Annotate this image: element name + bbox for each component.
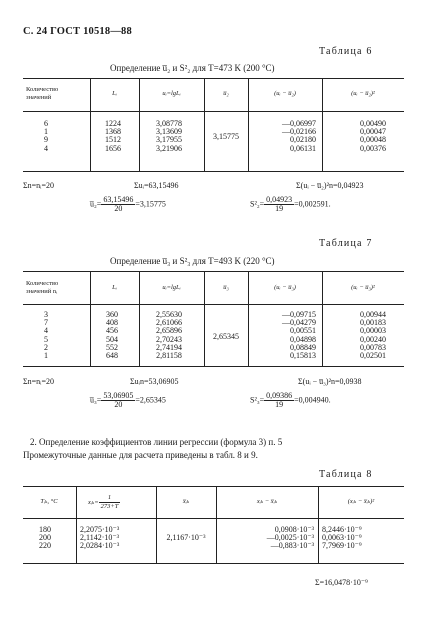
table7-sum-n: Σn=nᵢ=20: [23, 377, 54, 386]
table8-top-rule: [23, 486, 404, 487]
table6-L-values: 1224 1368 1512 1656: [105, 119, 121, 153]
table7-label: Таблица 7: [319, 238, 373, 249]
table8-mean-value: 2,1167·10⁻³: [166, 533, 206, 542]
table6-mean-rhs: =3,15775: [135, 199, 166, 209]
table7-s-lhs: S²₃=: [250, 395, 265, 405]
table6-sum-diff2: Σ(uᵢ − u̅₂)²n=0,04923: [296, 181, 364, 190]
table7-n-values: 3 7 4 5 2 1: [44, 310, 48, 361]
table7-caption: Определение u̅₃ и S²₃ для T=493 K (220 °C): [110, 256, 275, 266]
table6-sum-u: Σuᵢ=63,15496: [134, 181, 179, 190]
table7-col-diff2: (uᵢ − u̅₃)²: [351, 284, 375, 291]
table6-bottom-rule: [23, 171, 404, 172]
table7-mean-formula: [90, 392, 166, 409]
table7-u-values: 2,55630 2,61066 2,65896 2,70243 2,74194 2,81158: [156, 310, 182, 361]
table7-col-count: Количество значений nᵢ: [26, 280, 59, 295]
table8-label: Таблица 8: [319, 469, 373, 480]
table6-diff-values: —0,06997 —0,02166 0,02180 0,06131: [282, 119, 316, 153]
table8-bottom-rule: [23, 563, 404, 564]
table8-col-x-num: 1: [99, 494, 121, 503]
table6-s-rhs: =0,002591.: [294, 199, 331, 209]
table6-s-lhs: S²₂=: [250, 199, 265, 209]
table6-s-num: 0,04923: [266, 195, 293, 204]
table6-col-diff2: (uᵢ − u̅₂)²: [351, 90, 375, 97]
table6-col-mean: u̅₂: [223, 90, 229, 97]
table8-header-rule: [23, 518, 404, 519]
table7-sum-u: Σuᵢn=53,06905: [130, 377, 179, 386]
table6-diff2-values: 0,00490 0,00047 0,00048 0,00376: [360, 119, 386, 153]
table7-col-L: Lᵢ: [112, 284, 117, 291]
table6-col-count: Количество значений: [26, 86, 59, 101]
table7-mean-lhs: u̅₃=: [90, 395, 102, 405]
table6-header-rule: [23, 111, 404, 112]
table8-col-T: Tᵢₖ, °C: [40, 498, 58, 505]
table8-diff2-values: 8,2446·10⁻⁹ 0,0063·10⁻⁹ 7,7969·10⁻⁹: [322, 525, 362, 551]
table8-diff-values: 0,0908·10⁻³ —0,0025·10⁻³ —0,883·10⁻³: [266, 525, 314, 551]
table6-variance-formula: [250, 196, 331, 213]
table6-col-L: Lᵢ: [112, 90, 117, 97]
table8-col-x-lhs: xᵢₖ=: [88, 498, 99, 506]
table6-mean-formula: [90, 196, 166, 213]
table6-mean-den: 20: [114, 204, 123, 214]
table6-s-den: 19: [275, 204, 284, 214]
table7-variance-formula: [250, 392, 331, 409]
table8-col-x: [88, 494, 120, 511]
page-header: С. 24 ГОСТ 10518—88: [23, 26, 132, 37]
table7-mean-num: 53,06905: [103, 391, 134, 400]
table6-caption: Определение u̅₂ и S²₂ для T=473 K (200 °C): [110, 63, 275, 73]
table7-mean-rhs: =2,65345: [135, 395, 166, 405]
table6-sum-n: Σn=nᵢ=20: [23, 181, 54, 190]
table7-s-den: 19: [275, 400, 284, 410]
table6-col-diff: (uᵢ − u̅₂): [274, 90, 296, 97]
table6-mean-value: 3,15775: [213, 132, 239, 141]
table7-bottom-rule: [23, 366, 404, 367]
table7-col-diff: (uᵢ − u̅₃): [274, 284, 296, 291]
table6-n-values: 6 1 9 4: [44, 119, 48, 153]
table8-x-values: 2,2075·10⁻³ 2,1142·10⁻³ 2,0284·10⁻³: [80, 525, 120, 551]
table8-col-diff: xᵢₖ − x̅ᵢₖ: [256, 498, 278, 505]
table6-top-rule: [23, 78, 404, 79]
table8-sum: Σ=16,0478·10⁻⁹: [315, 578, 368, 587]
table7-mean-den: 20: [114, 400, 123, 410]
table8-col-x-den: 273+T: [100, 503, 119, 510]
table8-col-diff2: (xᵢₖ − x̅ᵢₖ)²: [347, 498, 375, 505]
table7-col-mean: u̅₃: [223, 284, 229, 291]
table7-diff-values: —0,09715 —0,04279 0,00551 0,04898 0,08849 0,15813: [282, 310, 316, 361]
table7-col-u: uᵢ=lgLᵢ: [162, 284, 181, 291]
section2-line2: Промежуточные данные для расчета приведены в табл. 8 и 9.: [23, 450, 258, 460]
section2-line1: 2. Определение коэффициентов линии регрессии (формула 3) п. 5: [30, 437, 283, 447]
table7-diff2-values: 0,00944 0,00183 0,00003 0,00240 0,00783 0,02501: [360, 310, 386, 361]
table8-T-values: 180 200 220: [39, 525, 51, 551]
table6-u-values: 3,08778 3,13609 3,17955 3,21906: [156, 119, 182, 153]
table7-header-rule: [23, 304, 404, 305]
table7-mean-value: 2,65345: [213, 332, 239, 341]
table8-col-mean: x̅ᵢₖ: [182, 498, 190, 505]
table6-col-u: uᵢ=lgLᵢ: [162, 90, 181, 97]
table7-sum-diff2: Σ(uᵢ − u̅₃)²n=0,0938: [298, 377, 362, 386]
table7-s-rhs: =0,004940.: [294, 395, 331, 405]
table6-mean-lhs: u̅₂=: [90, 199, 102, 209]
table6-label: Таблица 6: [319, 46, 373, 57]
table8-vline-1: [76, 486, 77, 563]
table6-mean-num: 63,15496: [103, 195, 134, 204]
table7-L-values: 360 408 456 504 552 648: [106, 310, 118, 361]
table7-s-num: 0,09386: [266, 391, 293, 400]
table7-top-rule: [23, 271, 404, 272]
